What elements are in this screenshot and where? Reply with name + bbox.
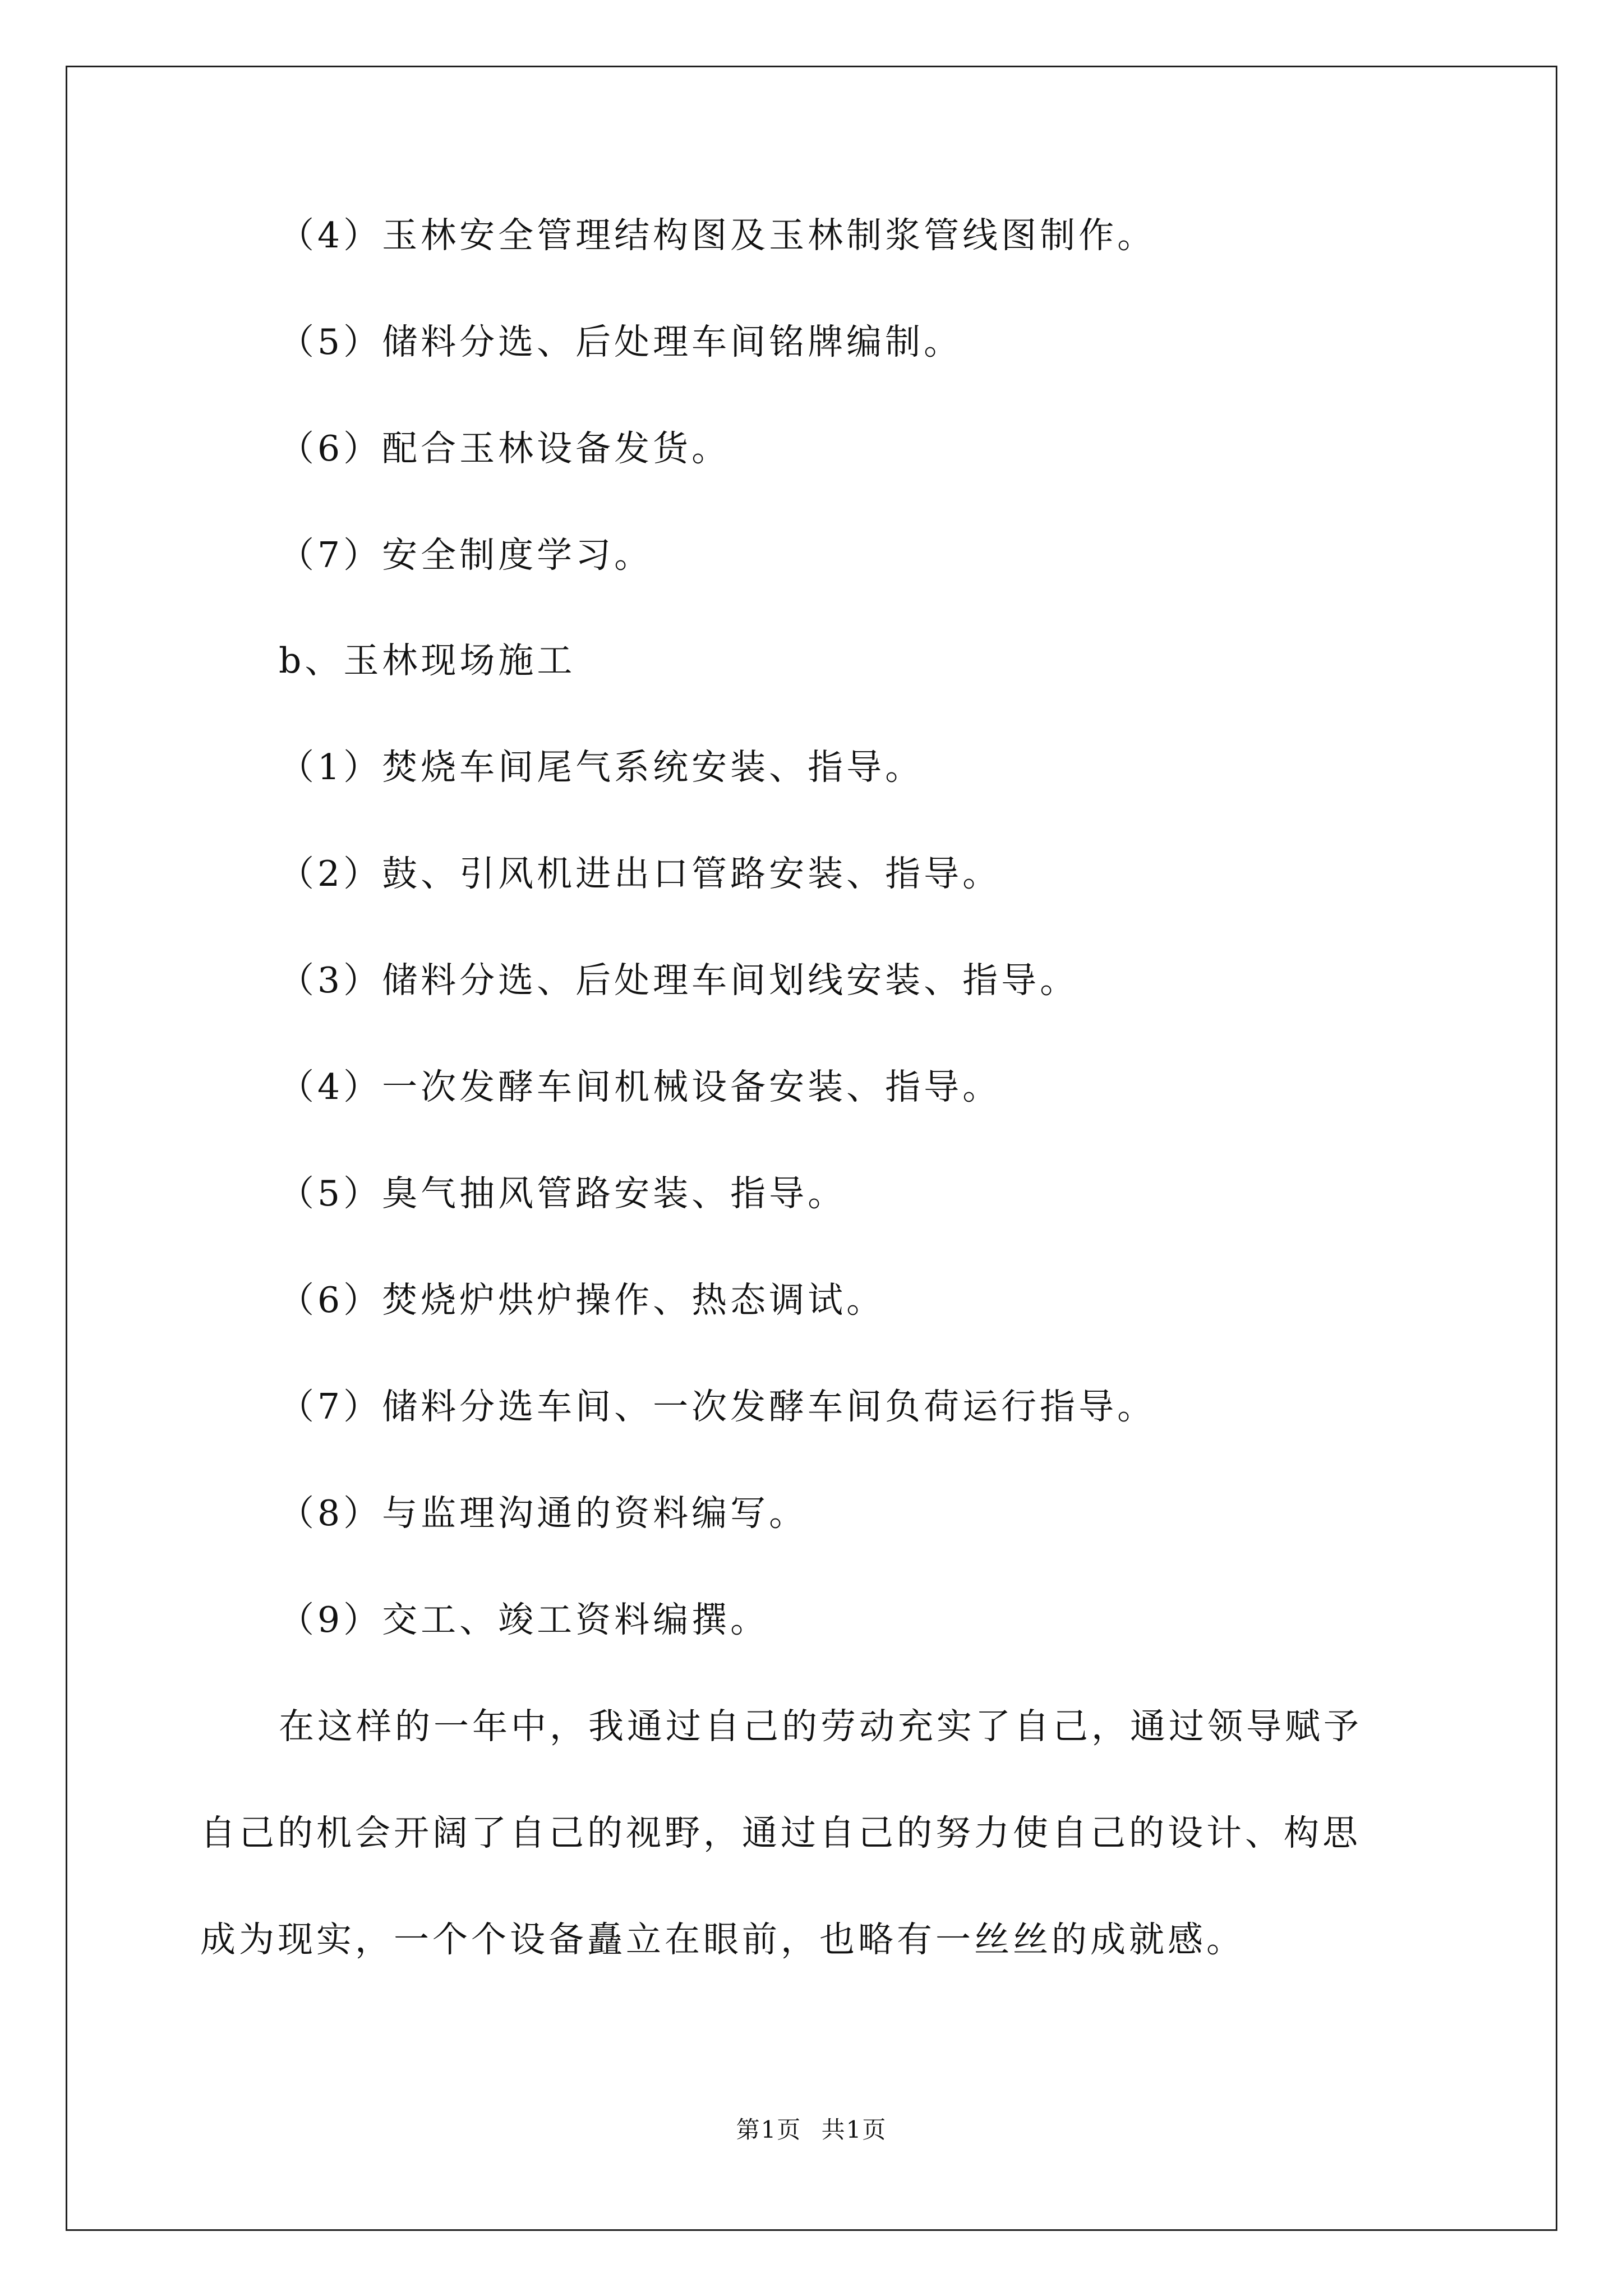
list-item: （3）储料分选、后处理车间划线安装、指导。	[279, 960, 1079, 1001]
paragraph-line: 成为现实，一个个设备矗立在眼前，也略有一丝丝的成就感。	[200, 1919, 1245, 1960]
section-heading: b、玉林现场施工	[279, 640, 576, 681]
list-item: （8）与监理沟通的资料编写。	[279, 1493, 808, 1534]
paragraph-line: 自己的机会开阔了自己的视野，通过自己的努力使自己的设计、构思	[200, 1812, 1361, 1853]
list-item: （1）焚烧车间尾气系统安装、指导。	[279, 747, 924, 788]
list-item: （7）安全制度学习。	[279, 535, 653, 576]
list-item: （9）交工、竣工资料编撰。	[279, 1599, 769, 1640]
page-number-total: 共1页	[821, 2116, 887, 2143]
list-item: （5）储料分选、后处理车间铭牌编制。	[279, 321, 963, 362]
list-item: （4）一次发酵车间机械设备安装、指导。	[279, 1066, 1002, 1107]
page-footer	[0, 2116, 1623, 2144]
list-item: （5）臭气抽风管路安装、指导。	[279, 1173, 847, 1214]
paragraph-line: 在这样的一年中，我通过自己的劳动充实了自己，通过领导赋予	[279, 1706, 1362, 1747]
list-item: （4）玉林安全管理结构图及玉林制浆管线图制作。	[279, 215, 1156, 256]
list-item: （2）鼓、引风机进出口管路安装、指导。	[279, 853, 1002, 894]
page-number-current: 第1页	[736, 2116, 802, 2143]
page-border	[66, 66, 1557, 2231]
list-item: （6）焚烧炉烘炉操作、热态调试。	[279, 1280, 886, 1320]
list-item: （6）配合玉林设备发货。	[279, 428, 731, 469]
list-item: （7）储料分选车间、一次发酵车间负荷运行指导。	[279, 1386, 1156, 1427]
